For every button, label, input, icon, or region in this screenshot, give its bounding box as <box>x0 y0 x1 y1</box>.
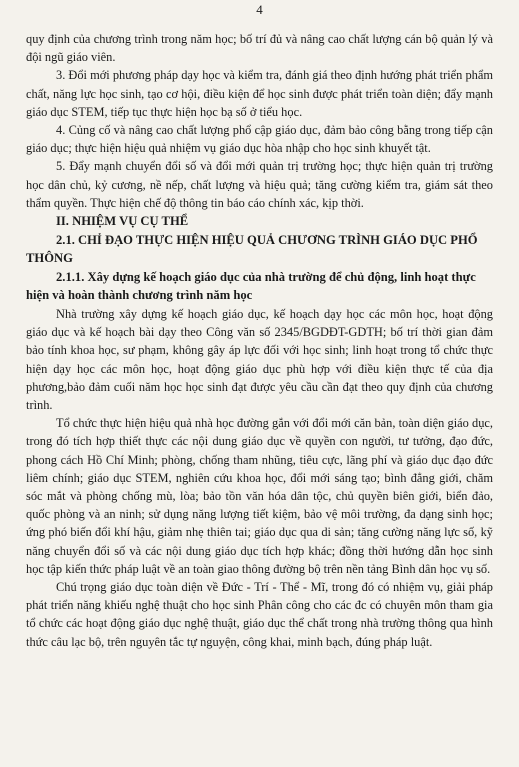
body-paragraph-plan: Nhà trường xây dựng kế hoạch giáo dục, kế hoạch dạy học các môn học, hoạt động giáo dục và kế hoạch bài dạy theo Công văn số 2345/BGDĐT-GDTH; bố trí thời gian đảm bảo tính khoa học, sư phạm, không gây áp lực đối với học sinh; linh hoạt trong tổ chức thực hiện dạy học các môn học, hoạt động giáo dục phù hợp với điều kiện thực tế của địa phương,bảo đảm cuối năm học học sinh đạt được yêu cầu cần đạt theo quy định của chương trình. <box>26 307 493 413</box>
paragraph-item-3: 3. Đổi mới phương pháp dạy học và kiểm tra, đánh giá theo định hướng phát triển phẩm chất, năng lực học sinh, tạo cơ hội, điều kiện để học sinh được phát triển toàn diện; đẩy mạnh giáo dục STEM, tiếp tục thực hiện học bạ số ở tiểu học. <box>26 68 493 119</box>
paragraph-item-5: 5. Đẩy mạnh chuyển đổi số và đổi mới quản trị trường học; thực hiện quản trị trường học dân chủ, kỷ cương, nề nếp, chất lượng và hiệu quả; tăng cường kiểm tra, giám sát theo thẩm quyền. Thực hiện chế độ thông tin báo cáo chính xác, kịp thời. <box>26 159 493 210</box>
body-paragraph-arts: Chú trọng giáo dục toàn diện về Đức - Trí - Thể - Mĩ, trong đó có nhiệm vụ, giải pháp phát triển năng khiếu nghệ thuật cho học sinh Phân công cho các đc có chuyên môn tham gia tổ chức các hoạt động giáo dục nghệ thuật, giáo dục thể chất trong nhà trường thông qua hình thức câu lạc bộ, trên nguyên tắc tự nguyện, công khai, minh bạch, đúng pháp luật. <box>26 580 493 649</box>
paragraph-continued: quy định của chương trình trong năm học; bố trí đủ và nâng cao chất lượng cán bộ quản lý và đội ngũ giáo viên. <box>26 32 493 65</box>
subsubsection-heading: 2.1.1. Xây dựng kế hoạch giáo dục của nhà trường để chủ động, linh hoạt thực hiện và hoàn thành chương trình năm học <box>26 269 476 303</box>
body-paragraph-integration: Tổ chức thực hiện hiệu quả nhà học đường gắn với đổi mới căn bản, toàn diện giáo dục, trong đó tích hợp thiết thực các nội dung giáo dục về quyền con người, tư tưởng, đạo đức, phong cách Hồ Chí Minh; phòng, chống tham nhũng, tiêu cực, lãng phí và giáo dục đạo đức liêm chính; giáo dục STEM, nghiên cứu khoa học, đổi mới sáng tạo; bình đẳng giới, chăm sóc mắt và phòng chống mù, lòa; bảo tồn văn hóa dân tộc, chủ quyền biên giới, biển đảo, quốc phòng và an ninh; sử dụng năng lượng tiết kiệm, bảo vệ môi trường, đa dạng sinh học; ứng phó biến đổi khí hậu, giảm nhẹ thiên tai; giáo dục qua di sản; tăng cường năng lực số, kỹ năng chuyển đổi số và các nội dung giáo dục tích hợp khác; đồng thời hướng dẫn học sinh học tập kiến thức pháp luật về an toàn giao thông đường bộ trên nền tảng Bình dân học vụ số. <box>26 416 493 576</box>
paragraph-item-4: 4. Củng cố và nâng cao chất lượng phổ cập giáo dục, đảm bảo công bằng trong tiếp cận giáo dục; thực hiện hiệu quả nhiệm vụ giáo dục hòa nhập cho học sinh khuyết tật. <box>26 123 493 156</box>
section-heading: II. NHIỆM VỤ CỤ THỂ <box>56 214 189 229</box>
subsection-heading: 2.1. CHỈ ĐẠO THỰC HIỆN HIỆU QUẢ CHƯƠNG TRÌNH GIÁO DỤC PHỔ THÔNG <box>26 232 478 266</box>
page-number: 4 <box>256 2 263 17</box>
